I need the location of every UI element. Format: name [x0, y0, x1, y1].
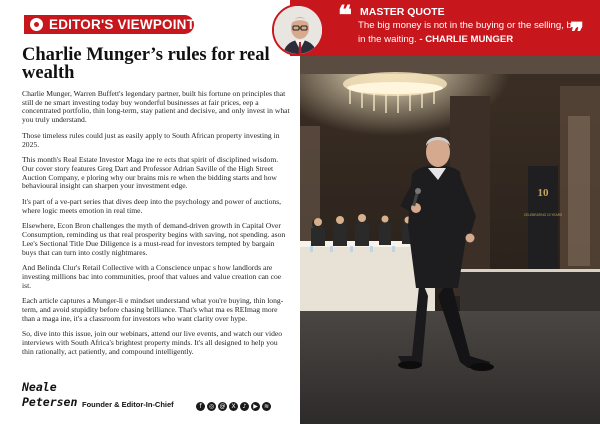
stand-banner-text: CELEBRATING 10 YEARS — [523, 213, 563, 217]
quote-label: MASTER QUOTE — [360, 6, 445, 18]
paragraph-3: This month's Real Estate Investor Maga ine re ects that spirit of disciplined wisdom. Our cover story features Greg Dart and Professor Adrian Saville of the High Street Auction Company, e ploring why our brains mis re when the bidding starts and how behavioural insight can sharpen your investment edge. — [22, 155, 279, 191]
author-first-name: Neale — [22, 380, 57, 394]
speaker-photo — [300, 56, 600, 424]
x-icon[interactable]: X — [229, 402, 238, 411]
facebook-icon[interactable]: f — [196, 402, 205, 411]
page-title: Charlie Munger’s rules for real wealth — [22, 45, 270, 83]
instagram-icon[interactable]: ◎ — [208, 403, 215, 410]
tiktok-icon[interactable]: ♪ — [240, 402, 249, 411]
author-signature — [22, 380, 77, 410]
paragraph-5: Elsewhere, Econ Bron challenges the myth of demand-driven growth in Capital Over Consumption, reminding us that real prosperity begins with saving, not spending. ason Lee's Sectional Title Due Diligence is a must-read for investors tempted by bargain buys that can turn into costly nightmares. — [22, 221, 286, 257]
bullet-icon — [30, 18, 43, 31]
quote-body — [358, 19, 580, 46]
podcast-icon[interactable]: ≋ — [263, 403, 270, 410]
article-body — [22, 90, 290, 364]
section-label: EDITOR'S VIEWPOINT — [49, 17, 196, 32]
event-photo — [300, 56, 600, 424]
quote-author: - CHARLIE MUNGER — [419, 33, 514, 45]
author-last-name: Petersen — [22, 395, 78, 409]
social-links — [196, 402, 271, 411]
section-banner — [24, 15, 194, 34]
quote-text: The big money is not in the buying or the selling, but in the waiting. — [358, 20, 580, 45]
open-quote-icon: ❝ — [338, 1, 352, 31]
paragraph-6: And Belinda Clur's Retail Collective with a Conscience unpac s how landlords are investing millions bac into communities, proof that values and value creation can coe ist. — [22, 263, 282, 290]
author-role: Founder & Editor-In-Chief — [82, 400, 174, 409]
paragraph-1: Charlie Munger, Warren Buffett's legendary partner, built his fortune on principles that still de ne smart investing today buy wonderful businesses at fair prices, eep a concentrated portfolio, thin long-term, stay patient and decisive, and only invest in what you truly understand. — [22, 89, 290, 125]
threads-icon[interactable]: @ — [219, 403, 226, 410]
paragraph-2: Those timeless rules could just as easily apply to South African property investing in 2025. — [22, 130, 280, 149]
svg-text:10: 10 — [537, 187, 549, 199]
close-quote-icon: ❞ — [570, 18, 584, 48]
paragraph-4: It's part of a ve-part series that dives deep into the psychology and power of auctions, where logic meets emotion in real time. — [22, 197, 282, 215]
paragraph-8: So, dive into this issue, join our webinars, attend our live events, and watch our video interviews with South Africa's brightest property minds. It's all designed to help you thin rationally, act patiently, and compound intelligently. — [22, 329, 283, 356]
quote-portrait — [272, 4, 324, 56]
paragraph-7: Each article captures a Munger-li e mindset understand what you're buying, thin long-term, and avoid stupidity before chasing brilliance. That's what ma es REImag more than a maga ine, it's a classroom for investors who want clarity over hype. — [22, 296, 284, 323]
youtube-icon[interactable]: ▶ — [251, 402, 260, 411]
